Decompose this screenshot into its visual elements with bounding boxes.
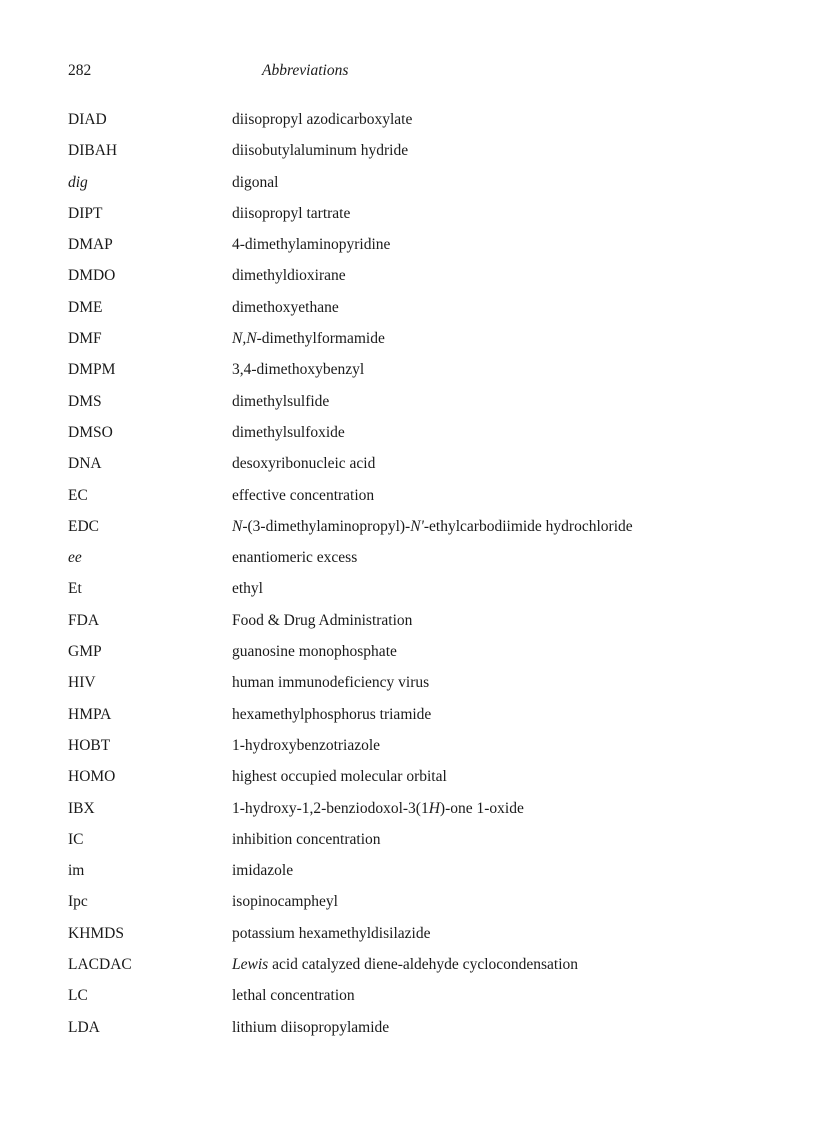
abbreviation-entry (68, 767, 768, 798)
abbreviation-entry (68, 423, 768, 454)
abbreviation-definition: ethyl (232, 580, 263, 598)
abbreviation-entry (68, 392, 768, 423)
definition-italic-part: N,N (232, 330, 257, 348)
abbreviation-entry (68, 861, 768, 892)
abbreviation-entry (68, 266, 768, 297)
abbreviation-definition: hexamethylphosphorus triamide (232, 705, 432, 723)
definition-italic-part: N' (410, 517, 424, 535)
abbreviation-entry (68, 924, 768, 955)
abbreviation-definition: dimethoxyethane (232, 298, 339, 316)
abbreviation-entry (68, 986, 768, 1017)
abbreviation-term: DNA (68, 455, 102, 473)
abbreviation-entry (68, 1018, 768, 1049)
abbreviation-definition: diisopropyl azodicarboxylate (232, 111, 413, 128)
definition-part: )-one 1-oxide (439, 799, 524, 817)
abbreviation-definition: 4-dimethylaminopyridine (232, 236, 391, 254)
abbreviation-term: DIPT (68, 204, 103, 222)
abbreviation-definition: dimethylsulfoxide (232, 423, 345, 441)
abbreviation-term: DMDO (68, 267, 116, 285)
abbreviation-definition (232, 517, 633, 537)
abbreviation-term: EC (68, 486, 88, 504)
abbreviation-entry (68, 705, 768, 736)
abbreviation-entry (68, 955, 768, 986)
abbreviation-entry (68, 799, 768, 830)
abbreviation-definition: lithium diisopropylamide (232, 1018, 390, 1036)
abbreviation-definition: Food & Drug Administration (232, 611, 413, 629)
abbreviation-term: LACDAC (68, 956, 132, 974)
definition-italic-part: Lewis (232, 956, 269, 974)
abbreviation-definition (232, 329, 385, 349)
abbreviation-term: im (68, 862, 85, 880)
abbreviation-entry (68, 110, 768, 141)
abbreviation-term: LDA (68, 1018, 100, 1036)
abbreviation-entry (68, 204, 768, 235)
definition-part: -(3-dimethylaminopropyl)- (242, 517, 411, 535)
abbreviation-term: Et (68, 580, 82, 598)
abbreviation-definition: human immunodeficiency virus (232, 674, 430, 692)
abbreviation-entry (68, 454, 768, 485)
abbreviation-definition: diisopropyl tartrate (232, 204, 351, 222)
abbreviation-definition: isopinocampheyl (232, 893, 338, 911)
abbreviation-entry (68, 486, 768, 517)
abbreviation-definition: 1-hydroxybenzotriazole (232, 736, 381, 754)
abbreviation-definition: 3,4-dimethoxybenzyl (232, 361, 365, 379)
abbreviation-term: DMPM (68, 361, 116, 379)
page-header (68, 62, 768, 86)
abbreviation-entry (68, 141, 768, 172)
abbreviation-term: IBX (68, 799, 95, 817)
definition-part: -dimethylformamide (256, 330, 385, 348)
abbreviation-term: DME (68, 298, 103, 316)
abbreviation-definition: dimethylsulfide (232, 392, 330, 410)
abbreviation-term: HOBT (68, 736, 111, 754)
abbreviation-definition (232, 799, 524, 819)
abbreviation-definition (232, 955, 578, 975)
abbreviation-term: EDC (68, 517, 99, 535)
page-number: 282 (68, 62, 92, 79)
abbreviation-term: HMPA (68, 705, 112, 723)
abbreviation-entry (68, 611, 768, 642)
abbreviation-definition: imidazole (232, 862, 294, 880)
abbreviation-term: ee (68, 549, 82, 567)
abbreviation-entry (68, 298, 768, 329)
abbreviation-entry (68, 736, 768, 767)
abbreviation-entry (68, 235, 768, 266)
abbreviation-term: FDA (68, 611, 100, 629)
abbreviation-list (68, 110, 768, 1049)
abbreviation-term: DMS (68, 392, 102, 410)
abbreviation-term: DMSO (68, 423, 113, 441)
abbreviation-term: HOMO (68, 768, 116, 786)
abbreviation-entry (68, 360, 768, 391)
abbreviation-term: IC (68, 830, 84, 848)
abbreviation-entry (68, 642, 768, 673)
abbreviation-definition: desoxyribonucleic acid (232, 455, 376, 473)
abbreviation-definition: guanosine monophosphate (232, 643, 397, 661)
definition-part: acid catalyzed diene-aldehyde cyclocondensation (268, 956, 579, 974)
abbreviation-definition: highest occupied molecular orbital (232, 768, 447, 786)
definition-part: -ethylcarbodiimide hydrochloride (423, 517, 633, 535)
abbreviation-entry (68, 329, 768, 360)
abbreviation-entry (68, 548, 768, 579)
abbreviation-entry (68, 892, 768, 923)
abbreviation-term: DMAP (68, 236, 113, 254)
abbreviation-definition: potassium hexamethyldisilazide (232, 924, 431, 942)
abbreviation-definition: digonal (232, 173, 279, 191)
abbreviation-definition: dimethyldioxirane (232, 267, 346, 285)
abbreviation-term: GMP (68, 643, 102, 661)
abbreviation-definition: lethal concentration (232, 987, 355, 1005)
abbreviation-term: DIBAH (68, 142, 118, 160)
abbreviation-entry (68, 517, 768, 548)
definition-part: 1-hydroxy-1,2-benziodoxol-3(1 (232, 799, 429, 817)
abbreviation-definition: enantiomeric excess (232, 549, 358, 567)
abbreviation-term: Ipc (68, 893, 88, 911)
abbreviation-term: DMF (68, 330, 102, 348)
definition-italic-part: N (232, 517, 243, 535)
abbreviation-term: DIAD (68, 111, 107, 128)
running-title: Abbreviations (262, 62, 349, 79)
abbreviation-term: LC (68, 987, 88, 1005)
abbreviation-entry (68, 673, 768, 704)
definition-italic-part: H (428, 799, 440, 817)
abbreviation-entry (68, 173, 768, 204)
abbreviation-entry (68, 830, 768, 861)
abbreviation-term: HIV (68, 674, 96, 692)
abbreviation-term: KHMDS (68, 924, 124, 942)
abbreviation-definition: inhibition concentration (232, 830, 381, 848)
abbreviation-definition: effective concentration (232, 486, 375, 504)
abbreviation-term: dig (68, 173, 88, 191)
abbreviation-definition: diisobutylaluminum hydride (232, 142, 409, 160)
abbreviation-entry (68, 579, 768, 610)
